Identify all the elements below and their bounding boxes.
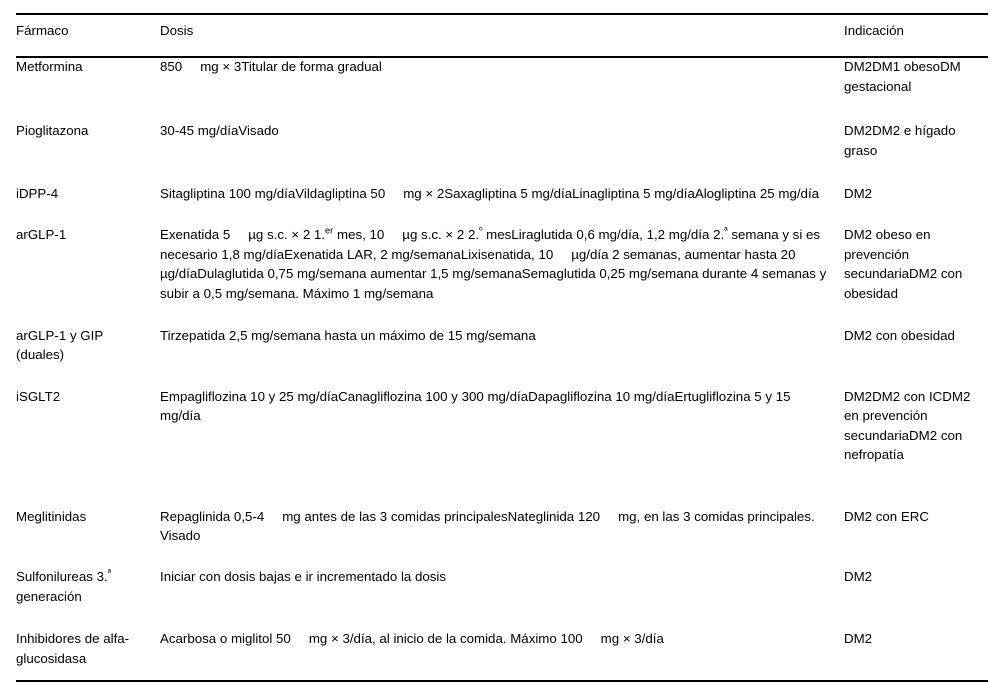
cell-dosis: Exenatida 5 µg s.c. × 2 1.$^{er}$ mes, 10 µg s.c. × 2 2.$^º$ mesLiraglutida 0,6 mg/día, 1,2 mg/día 2.$^ª$ semana y si es necesario 1,8 mg/díaExenatida LAR, 2 mg/semanaLixisenatida, 10 µg/día 2 semanas, aumentar hasta 20µg/díaDulaglutida 0,75 mg/semana aumentar 1,5 mg/semanaSemaglutida 0,25 mg/semana durante 4 semanas y subir a 0,5 mg/semana. Máximo 1 mg/semana bbox=[160, 226, 827, 301]
table-header-row bbox=[16, 13, 988, 47]
cell-dosis: Iniciar con dosis bajas e ir incrementado la dosis bbox=[160, 569, 447, 585]
table-row bbox=[16, 213, 988, 314]
cell-farmaco: iSGLT2 bbox=[16, 388, 61, 404]
column-header-indicacion: Indicación bbox=[844, 23, 904, 38]
column-header-farmaco: Fármaco bbox=[16, 23, 69, 38]
cell-farmaco: iDPP-4 bbox=[16, 186, 59, 202]
cell-indicacion: DM2 obeso en prevención secundariaDM2 con obesidad bbox=[844, 227, 963, 301]
drug-table bbox=[16, 13, 988, 678]
cell-farmaco: Inhibidores de alfa-glucosidasa bbox=[16, 631, 130, 666]
table-body bbox=[16, 47, 988, 678]
cell-indicacion: DM2 bbox=[844, 631, 873, 647]
cell-dosis: Empagliflozina 10 y 25 mg/díaCanagliflozina 100 y 300 mg/díaDapagliflozina 10 mg/díaErtugliflozina 5 y 15 mg/día bbox=[160, 388, 791, 424]
table-row bbox=[16, 555, 988, 616]
cell-dosis: Sitagliptina 100 mg/díaVildagliptina 50 mg × 2Saxagliptina 5 mg/díaLinagliptina 5 mg/díaAlogliptina 25 mg/día bbox=[160, 186, 820, 202]
table-row bbox=[16, 314, 988, 375]
cell-indicacion: DM2DM2 e hígado graso bbox=[844, 123, 956, 158]
cell-indicacion: DM2 bbox=[844, 186, 873, 202]
cell-indicacion: DM2 bbox=[844, 569, 873, 585]
drug-table-container bbox=[16, 13, 988, 678]
cell-indicacion: DM2 con obesidad bbox=[844, 328, 955, 344]
cell-indicacion: DM2 con ERC bbox=[844, 508, 929, 524]
cell-dosis: Repaglinida 0,5-4 mg antes de las 3 comidas principalesNateglinida 120 mg, en las 3 comidas principales. Visado bbox=[160, 508, 815, 543]
cell-farmaco: Pioglitazona bbox=[16, 123, 89, 139]
cell-farmaco: Meglitinidas bbox=[16, 508, 87, 524]
table-top-rule bbox=[16, 13, 988, 15]
table-row bbox=[16, 375, 988, 495]
cell-indicacion: DM2DM1 obesoDM gestacional bbox=[844, 59, 961, 94]
table-row bbox=[16, 495, 988, 556]
cell-dosis: Tirzepatida 2,5 mg/semana hasta un máximo de 15 mg/semana bbox=[160, 328, 536, 344]
table-row bbox=[16, 171, 988, 213]
cell-dosis: Acarbosa o miglitol 50 mg × 3/día, al inicio de la comida. Máximo 100 mg × 3/día bbox=[160, 631, 664, 647]
cell-farmaco: arGLP-1 bbox=[16, 227, 67, 243]
table-row bbox=[16, 108, 988, 171]
cell-dosis: 850 mg × 3Titular de forma gradual bbox=[160, 59, 382, 75]
cell-farmaco: Sulfonilureas 3.$^ª$ generación bbox=[16, 567, 112, 604]
table-header bbox=[16, 13, 988, 47]
column-header-dosis: Dosis bbox=[160, 23, 194, 38]
table-header-rule bbox=[16, 56, 988, 58]
cell-farmaco: Metformina bbox=[16, 59, 83, 75]
table-row bbox=[16, 616, 988, 678]
cell-farmaco: arGLP-1 y GIP (duales) bbox=[16, 328, 103, 363]
cell-dosis: 30-45 mg/díaVisado bbox=[160, 123, 279, 139]
cell-indicacion: DM2DM2 con ICDM2 en prevención secundariaDM2 con nefropatía bbox=[844, 388, 971, 463]
